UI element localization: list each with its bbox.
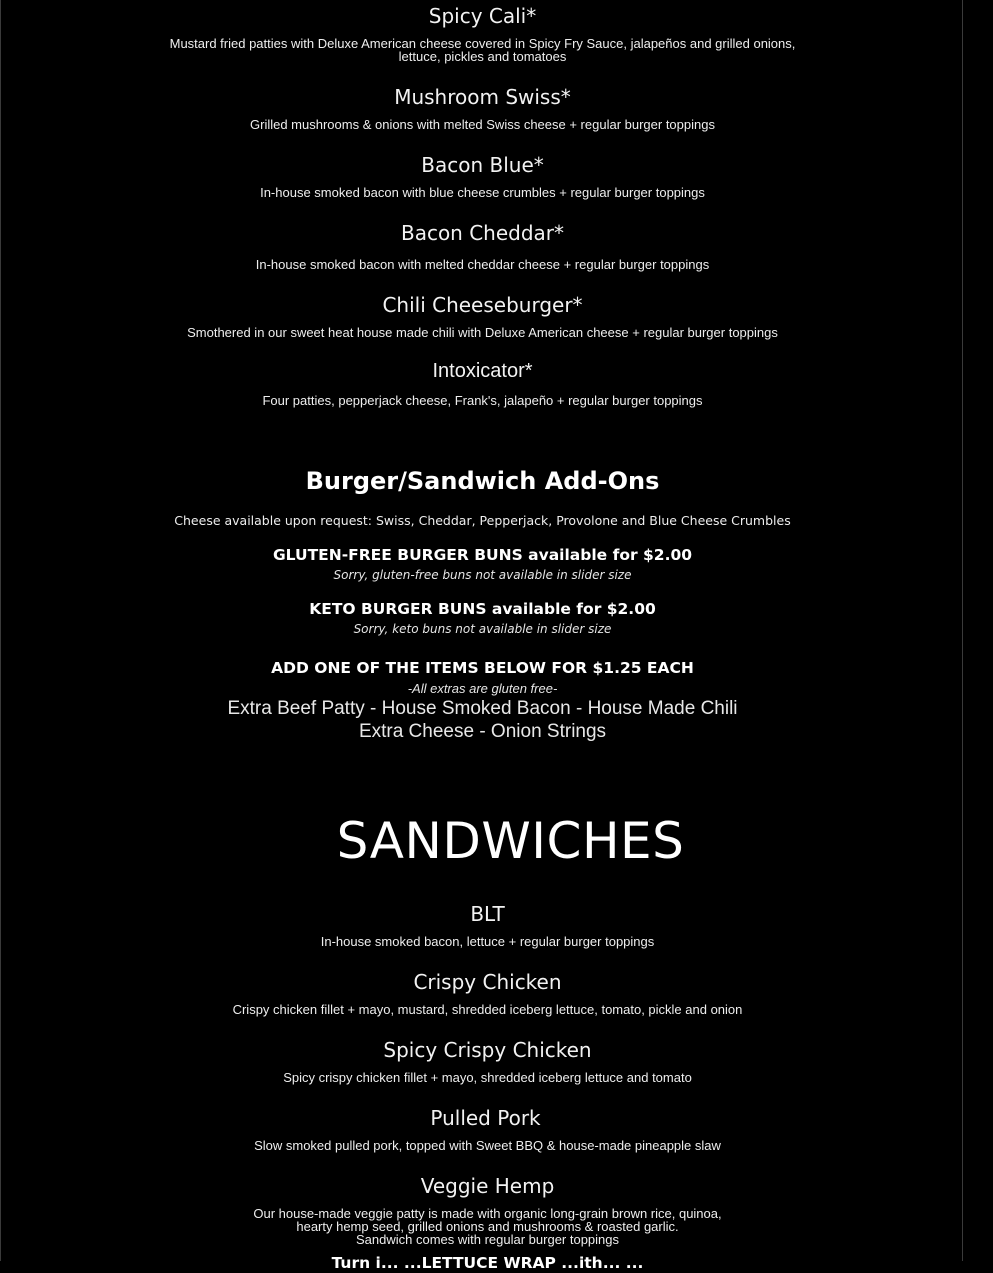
- gluten-free-buns: GLUTEN-FREE BURGER BUNS available for $2.00: [272, 546, 693, 564]
- menu-item-description: Smothered in our sweet heat house made chili with Deluxe American cheese + regular burger toppings: [187, 325, 778, 340]
- menu-item-description: Spicy crispy chicken fillet + mayo, shredded iceberg lettuce and tomato: [283, 1070, 692, 1085]
- gluten-free-note: Sorry, gluten-free buns not available in slider size: [333, 568, 632, 582]
- extras-list: Extra Cheese - Onion Strings: [358, 721, 607, 742]
- menu-item-title: Chili Cheeseburger*: [382, 293, 583, 317]
- menu-item-description: In-house smoked bacon with blue cheese crumbles + regular burger toppings: [260, 185, 705, 200]
- menu-item-description: Our house-made veggie patty is made with organic long-grain brown rice, quinoa,: [253, 1206, 722, 1221]
- menu-item-title: Spicy Crispy Chicken: [383, 1038, 592, 1062]
- cutoff-text-content: Turn i... ...LETTUCE WRAP ...ith... ...: [331, 1254, 644, 1272]
- menu-item-description: In-house smoked bacon with melted cheddar cheese + regular burger toppings: [255, 257, 710, 272]
- menu-item-description: Grilled mushrooms & onions with melted Swiss cheese + regular burger toppings: [250, 117, 715, 132]
- menu-item-title: Crispy Chicken: [413, 970, 562, 994]
- menu-item-title: Spicy Cali*: [428, 4, 537, 28]
- menu-item-title: BLT: [470, 902, 505, 926]
- menu-item-description: Slow smoked pulled pork, topped with Sweet BBQ & house-made pineapple slaw: [254, 1138, 721, 1153]
- menu-item-title: Intoxicator*: [432, 360, 533, 382]
- menu-item-title: Mushroom Swiss*: [394, 85, 571, 109]
- menu-item-description: lettuce, pickles and tomatoes: [398, 49, 567, 64]
- addons-heading: Burger/Sandwich Add-Ons: [305, 467, 660, 495]
- menu-item-title: Bacon Cheddar*: [400, 221, 565, 245]
- menu-item-description: Four patties, pepperjack cheese, Frank's, jalapeño + regular burger toppings: [262, 393, 703, 408]
- menu-item-description: Mustard fried patties with Deluxe American cheese covered in Spicy Fry Sauce, jalapeños and grilled onions,: [169, 36, 796, 51]
- menu-item-title: Bacon Blue*: [421, 153, 544, 177]
- sandwiches-heading: SANDWICHES: [336, 812, 685, 870]
- extras-note: -All extras are gluten free-: [407, 681, 558, 696]
- cheese-note: Cheese available upon request: Swiss, Cheddar, Pepperjack, Provolone and Blue Cheese Crumbles: [174, 513, 791, 528]
- extras-list: Extra Beef Patty - House Smoked Bacon - House Made Chili: [227, 698, 738, 719]
- menu-item-description: hearty hemp seed, grilled onions and mushrooms & roasted garlic.: [296, 1219, 679, 1234]
- cutoff-text: [5, 1253, 970, 1272]
- keto-buns: KETO BURGER BUNS available for $2.00: [309, 600, 656, 618]
- menu-item-description: Sandwich comes with regular burger toppings: [355, 1232, 620, 1247]
- menu-item-description: Crispy chicken fillet + mayo, mustard, shredded iceberg lettuce, tomato, pickle and onion: [232, 1002, 743, 1017]
- keto-note: Sorry, keto buns not available in slider size: [353, 622, 612, 636]
- extras-heading: ADD ONE OF THE ITEMS BELOW FOR $1.25 EACH: [271, 659, 694, 677]
- menu-item-title: Veggie Hemp: [420, 1174, 555, 1198]
- menu-item-description: In-house smoked bacon, lettuce + regular burger toppings: [320, 934, 655, 949]
- menu-item-title: Pulled Pork: [430, 1106, 541, 1130]
